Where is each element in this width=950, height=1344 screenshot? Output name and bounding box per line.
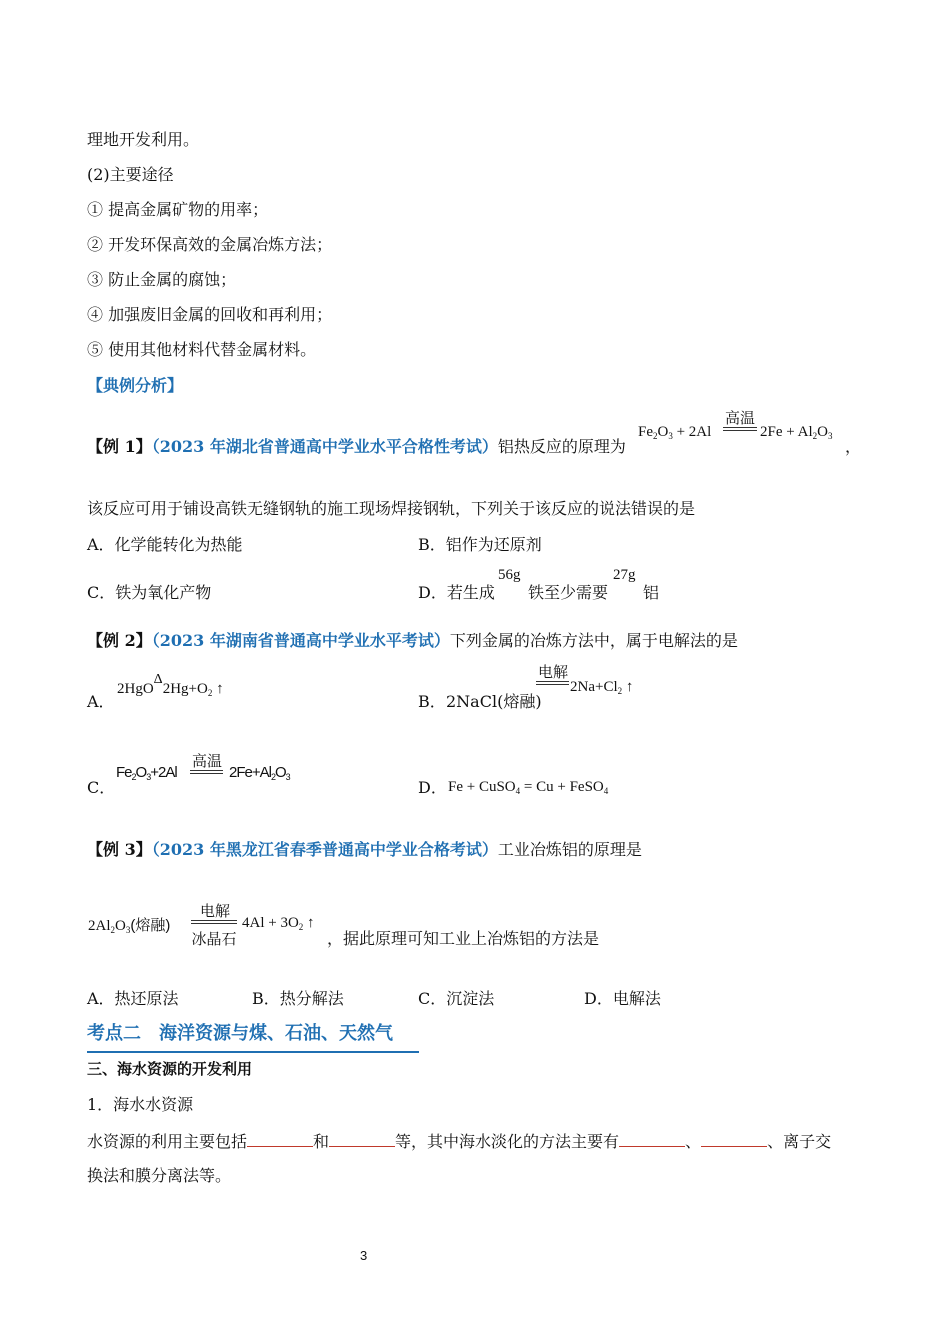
para-text: 、离子交 [767, 1132, 832, 1151]
alumina-formula-right: $4Al + 3O_2$ ↑ [242, 915, 315, 932]
condition-high-temp: 高温 [724, 409, 755, 427]
answer-blank[interactable] [619, 1131, 685, 1147]
para-line2: 换法和膜分离法等。 [87, 1166, 232, 1185]
analysis-title: 【典例分析】 [87, 376, 184, 395]
mass-56g: 56g [498, 567, 521, 583]
example1-question [87, 437, 626, 457]
example3-text2: ，据此原理可知工业上冶炼铝的方法是 [327, 929, 600, 948]
example-source: （2023 年湖北省普通高中学业水平合格性考试） [151, 437, 498, 456]
option-b-label[interactable]: B． [418, 692, 446, 711]
comma: ， [845, 437, 862, 456]
example3-question [87, 840, 642, 860]
option-b-right: $2Na+Cl_2$ ↑ [570, 679, 634, 696]
para-text: 和 [313, 1132, 330, 1151]
option-d[interactable] [418, 583, 495, 603]
section-item: 1．海水水资源 [87, 1095, 194, 1114]
option-b[interactable]: B．铝作为还原剂 [418, 535, 542, 554]
list-item: ③ 防止金属的腐蚀； [87, 270, 237, 289]
option-text: 铁至少需要 [528, 583, 609, 602]
answer-blank[interactable] [247, 1131, 313, 1147]
example-tag: 【例 1】 [87, 437, 152, 456]
alumina-formula-left: $2Al_2O_3$(熔融) [88, 917, 171, 935]
example-tag: 【例 3】 [87, 840, 152, 859]
example2-question [87, 631, 738, 651]
option-b-left: 2NaCl(熔融) [446, 692, 542, 711]
equals-sign [190, 770, 223, 774]
page-number: 3 [360, 1248, 368, 1263]
option-d[interactable]: D．电解法 [584, 989, 661, 1008]
example-tag: 【例 2】 [87, 631, 152, 650]
section-title: 考点二 海洋资源与煤、石油、天然气 [87, 1023, 393, 1044]
answer-blank[interactable] [701, 1131, 767, 1147]
para-text: 、 [685, 1132, 702, 1151]
para-text: 水资源的利用主要包括 [87, 1132, 248, 1151]
option-c-label[interactable]: C． [87, 778, 116, 797]
example-source: （2023 年黑龙江省春季普通高中学业合格考试） [151, 840, 498, 859]
option-b[interactable]: B．热分解法 [252, 989, 344, 1008]
list-item: ② 开发环保高效的金属冶炼方法； [87, 235, 333, 254]
example1-line2: 该反应可用于铺设高铁无缝钢轨的施工现场焊接钢轨，下列关于该反应的说法错误的是 [87, 499, 696, 518]
option-c[interactable]: C．铁为氧化产物 [87, 583, 212, 602]
option-d-formula: Fe + CuSO$_4$ = Cu + FeSO$_4$ [448, 779, 609, 796]
thermite-formula-right: $2Fe + Al_2O_3$ [760, 424, 833, 441]
example-text: 下列金属的冶炼方法中，属于电解法的是 [449, 631, 738, 650]
equals-sign [536, 681, 569, 685]
thermite-formula-left: $Fe_2O_3 + 2Al$ [638, 424, 712, 441]
option-c-left: $Fe_2O_3+2Al$ [116, 764, 177, 782]
option-c-right: $2Fe+Al_2O_3$ [229, 764, 290, 782]
option-c[interactable]: C．沉淀法 [418, 989, 495, 1008]
option-a[interactable]: A．热还原法 [87, 989, 179, 1008]
answer-blank[interactable] [329, 1131, 395, 1147]
list-item: ④ 加强废旧金属的回收和再利用； [87, 305, 333, 324]
option-text: D．若生成 [418, 583, 495, 602]
example-text: 工业冶炼铝的原理是 [497, 840, 642, 859]
option-d-label[interactable]: D． [418, 778, 447, 797]
example-source: （2023 年湖南省普通高中学业水平考试） [151, 631, 450, 650]
option-text: 铝 [643, 583, 660, 602]
list-item: ⑤ 使用其他材料代替金属材料。 [87, 340, 317, 359]
example-text: 铝热反应的原理为 [497, 437, 626, 456]
section-underline [87, 1051, 419, 1053]
equals-sign [191, 920, 237, 924]
fill-in-paragraph [87, 1131, 831, 1152]
mass-27g: 27g [613, 567, 636, 583]
intro-line: 理地开发利用。 [87, 130, 200, 149]
para-text: 等，其中海水淡化的方法主要有 [395, 1132, 620, 1151]
list-item: ① 提高金属矿物的用率； [87, 200, 269, 219]
intro-heading: (2)主要途径 [87, 165, 174, 184]
condition-electrolysis: 电解 [537, 664, 568, 681]
condition-cryolite: 冰晶石 [191, 931, 237, 948]
condition-high-temp: 高温 [191, 753, 222, 770]
option-a[interactable]: A．化学能转化为热能 [87, 535, 243, 554]
equals-sign [723, 427, 757, 431]
condition-electrolysis: 电解 [199, 903, 230, 920]
section-subtitle: 三、海水资源的开发利用 [87, 1061, 253, 1078]
option-a-formula: $2HgO\Delta 2Hg+O_2$ ↑ [117, 672, 224, 698]
option-a-label[interactable]: A． [87, 692, 115, 711]
